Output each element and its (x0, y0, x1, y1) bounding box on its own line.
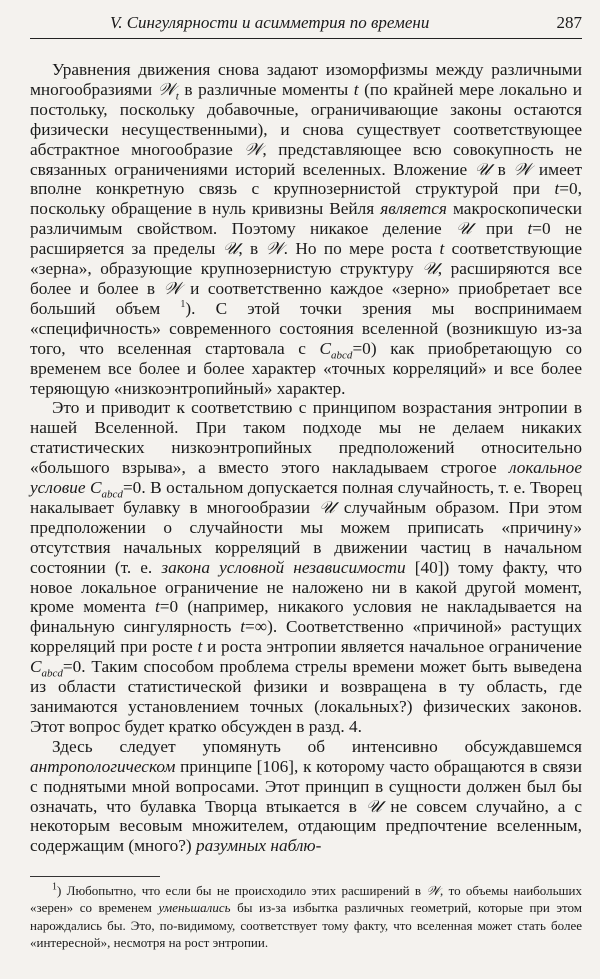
paragraph-3: Здесь следует упомянуть об интенсивно обсуждавшемся антропологическом принципе [106], к которому часто обращаются в связи с поднятыми мной вопросами. Этот принцип в сущности должен был бы означать, что булавка Творца втыкается в 𝒰 не совсем случайно, а с некоторым весовым множителем, отдающим предпочтение вселенным, содержащим (много?) разумных наблю- (30, 736, 582, 856)
footnote: $^1$) Любопытно, что если бы не происходило этих расширений в 𝒲, то объемы наибольших «зерен» со временем уменьшались бы из-за избытка различных геометрий, которые при этом нарождались бы. Это, по-видимому, соответствует тому факту, что вселенная может стать более «интересной», несмотря на рост энтропии. (30, 881, 582, 951)
footnote-mark: 1 (52, 881, 57, 893)
main-text (30, 60, 582, 856)
footnote-divider (30, 876, 160, 877)
chapter-title: V. Сингулярности и асимметрия по времени (110, 13, 430, 32)
page-number: 287 (556, 13, 582, 32)
footnote-ref[interactable]: 1 (180, 299, 186, 311)
running-header (30, 8, 582, 39)
paragraph-1: Уравнения движения снова задают изоморфизмы между различными многообразиями 𝒲$_t$ в различные моменты t (по крайней мере локально и постольку, поскольку добавочные, ограничивающие законы остаются физически несущественными), и снова существует соответствующее абстрактное многообразие 𝒲, представляющее всю совокупность не связанных ограничениями историй вселенных. Вложение 𝒰 в 𝒲 имеет вполне конкретную связь с крупнозернистой структурой при t=0, поскольку обращение в нуль кривизны Вейля является макроскопически различимым свойством. Поэтому никакое деление 𝒰 при t=0 не расширяется за пределы 𝒰, в 𝒲. Но по мере роста t соответствующие «зерна», образующие крупнозернистую структуру 𝒰, расширяются все более и более в 𝒲 и соответственно каждое «зерно» приобретает все больший объем $^1$). С этой точки зрения мы воспринимаем «специфичность» современного состояния вселенной (возникшую из-за того, что вселенная стартовала с $C_{abcd}=0$) как приобретающую со временем все более и более характер «точных корреляций» и все более теряющую «низкоэнтропийный» характер. (30, 60, 583, 398)
paragraph-2: Это и приводит к соответствию с принципом возрастания энтропии в нашей Вселенной. При таком подходе мы не делаем никаких статистических низкоэнтропийных предположений относительно «большого взрыва», а вместо этого накладываем строгое локальное условие $C_{abcd}=0$. В остальном допускается полная случайность, т. е. Творец накалывает булавку в многообразии 𝒰 случайным образом. При этом предположении о случайности мы можем приписать «причину» отсутствия начальных корреляций в движении частиц в начальном состоянии (т. е. закона условной независимости [40]) тому факту, что новое локальное ограничение не наложено ни в какой другой момент, кроме момента t=0 (например, никакого условия не накладывается на финальную сингулярность t=∞). Соответственно «причиной» растущих корреляций при росте t и роста энтропии является начальное ограничение $C_{abcd}=0$. Таким способом проблема стрелы времени может быть выведена из области статистической физики и возвращена в ту область, где занимаются установлением точных (локальных?) физических законов. Этот вопрос будет кратко обсужден в разд. 4. (30, 398, 582, 736)
